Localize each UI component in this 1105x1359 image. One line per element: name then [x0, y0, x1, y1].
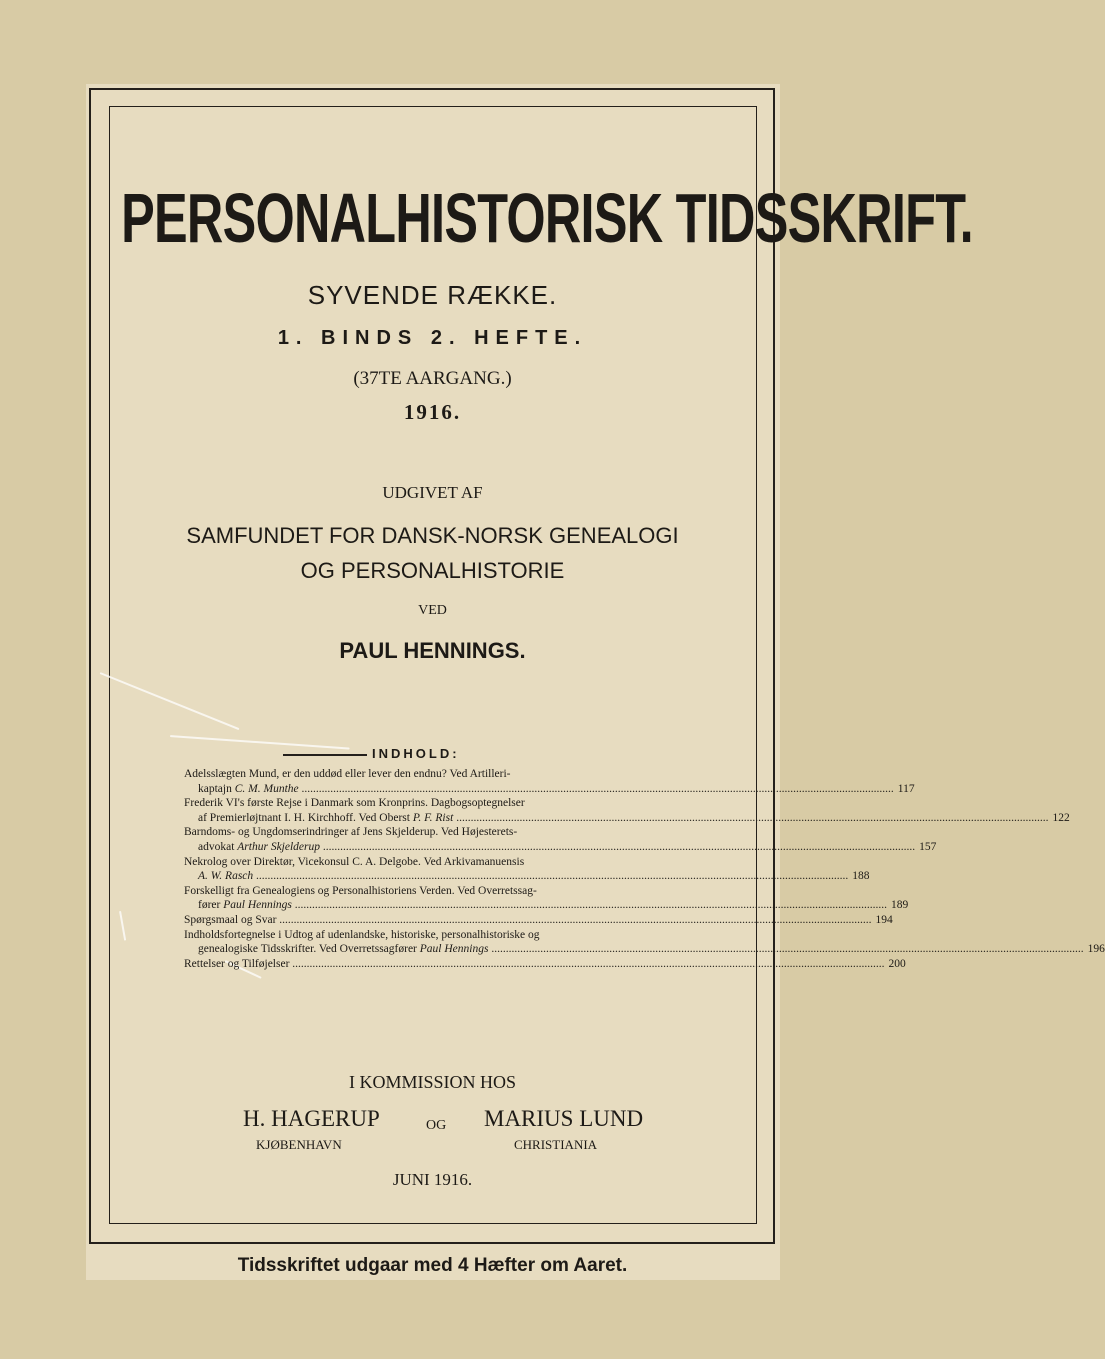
publisher-conjunction: OG — [426, 1118, 447, 1133]
toc-entry-page: 157 — [919, 840, 937, 853]
volume-label: 1. BINDS 2. HEFTE. — [277, 327, 588, 349]
society-name-line2: OG PERSONALHISTORIE — [300, 558, 565, 583]
publication-year: 1916. — [403, 400, 462, 424]
toc-entry-title: Indholdsfortegnelse i Udtog af udenlandske, historiske, personalhistoriske og — [184, 928, 540, 941]
toc-entry-title: Spørgsmaal og Svar — [184, 913, 277, 926]
toc-entry-title: Rettelser og Tilføjelser — [184, 957, 290, 970]
toc-entry-page: 194 — [875, 913, 893, 926]
contents-heading: INDHOLD: — [372, 746, 460, 761]
toc-entry-page: 188 — [852, 870, 870, 883]
toc-entry: Adelsslægten Mund, er den uddød eller lever den endnu? Ved Artilleri- kaptajn C. M. Munthe ..... 117 — [184, 767, 682, 796]
toc-entry-author: Paul Hennings — [223, 899, 292, 912]
right-publisher: MARIUS LUND — [484, 1106, 644, 1131]
toc-entry: Barndoms- og Ungdomserindringer af Jens Skjelderup. Ved Højesterets- advokat Arthur Skjelderup ..... 157 — [184, 825, 682, 854]
footer-note: Tidsskriftet udgaar med 4 Hæfter om Aaret. — [237, 1255, 628, 1276]
table-of-contents — [184, 767, 1105, 971]
journal-title: PERSONALHISTORISK TIDSSKRIFT. — [121, 179, 973, 257]
editor-prefix: VED — [418, 603, 447, 618]
toc-entry-title: Forskelligt fra Genealogiens og Personalhistoriens Verden. Ved Overretssag- — [184, 884, 537, 897]
toc-entry — [184, 913, 893, 928]
toc-entry-title: Barndoms- og Ungdomserindringer af Jens Skjelderup. Ved Højesterets- — [184, 826, 518, 839]
toc-entry — [184, 957, 906, 972]
publication-date: JUNI 1916. — [392, 1170, 473, 1189]
toc-entry-page: 200 — [888, 957, 906, 970]
toc-entry-author: A. W. Rasch — [198, 870, 254, 883]
toc-entry-author: P. F. Rist — [412, 811, 454, 824]
toc-entry-author: Paul Hennings — [419, 943, 489, 956]
editor-name: PAUL HENNINGS. — [339, 638, 526, 663]
toc-entry: Indholdsfortegnelse i Udtog af udenlandske, historiske, personalhistoriske og genealogiske Tidsskrifter. Ved Overretssagfører Paul Hennings ..... 196 — [184, 928, 682, 957]
toc-entry-title: Adelsslægten Mund, er den uddød eller lever den endnu? Ved Artilleri- — [184, 768, 511, 780]
toc-entry-title: Frederik VI's første Rejse i Danmark som Kronprins. Dagbogsoptegnelser — [184, 797, 525, 810]
right-publisher-city: CHRISTIANIA — [514, 1137, 598, 1152]
toc-entry-page: 117 — [897, 782, 915, 795]
toc-entry-author: C. M. Munthe — [234, 782, 299, 795]
contents-rule — [283, 754, 367, 756]
year-count-label: (37TE AARGANG.) — [353, 368, 512, 389]
toc-entry-page: 189 — [891, 899, 909, 912]
society-name-line1: SAMFUNDET FOR DANSK-NORSK GENEALOGI — [186, 523, 679, 548]
toc-entry-author: Arthur Skjelderup — [237, 840, 321, 853]
series-label: SYVENDE RÆKKE. — [307, 280, 558, 310]
toc-entry: Forskelligt fra Genealogiens og Personalhistoriens Verden. Ved Overretssag- fører Paul Hennings ..... 189 — [184, 884, 682, 913]
toc-entry-page: 122 — [1052, 811, 1070, 824]
commission-label: I KOMMISSION HOS — [348, 1072, 517, 1092]
published-by-label: UDGIVET AF — [382, 483, 483, 502]
left-publisher: H. HAGERUP — [243, 1106, 380, 1131]
toc-entry-title: Nekrolog over Direktør, Vicekonsul C. A. Delgobe. Ved Arkivamanuensis — [184, 855, 525, 868]
toc-entry — [184, 855, 870, 884]
toc-entry: Frederik VI's første Rejse i Danmark som Kronprins. Dagbogsoptegnelser af Premierløjtnant I. H. Kirchhoff. Ved Oberst P. F. Rist ..... 122 — [184, 796, 682, 825]
left-publisher-city: KJØBENHAVN — [256, 1137, 342, 1152]
toc-entry-page: 196 — [1087, 943, 1105, 956]
